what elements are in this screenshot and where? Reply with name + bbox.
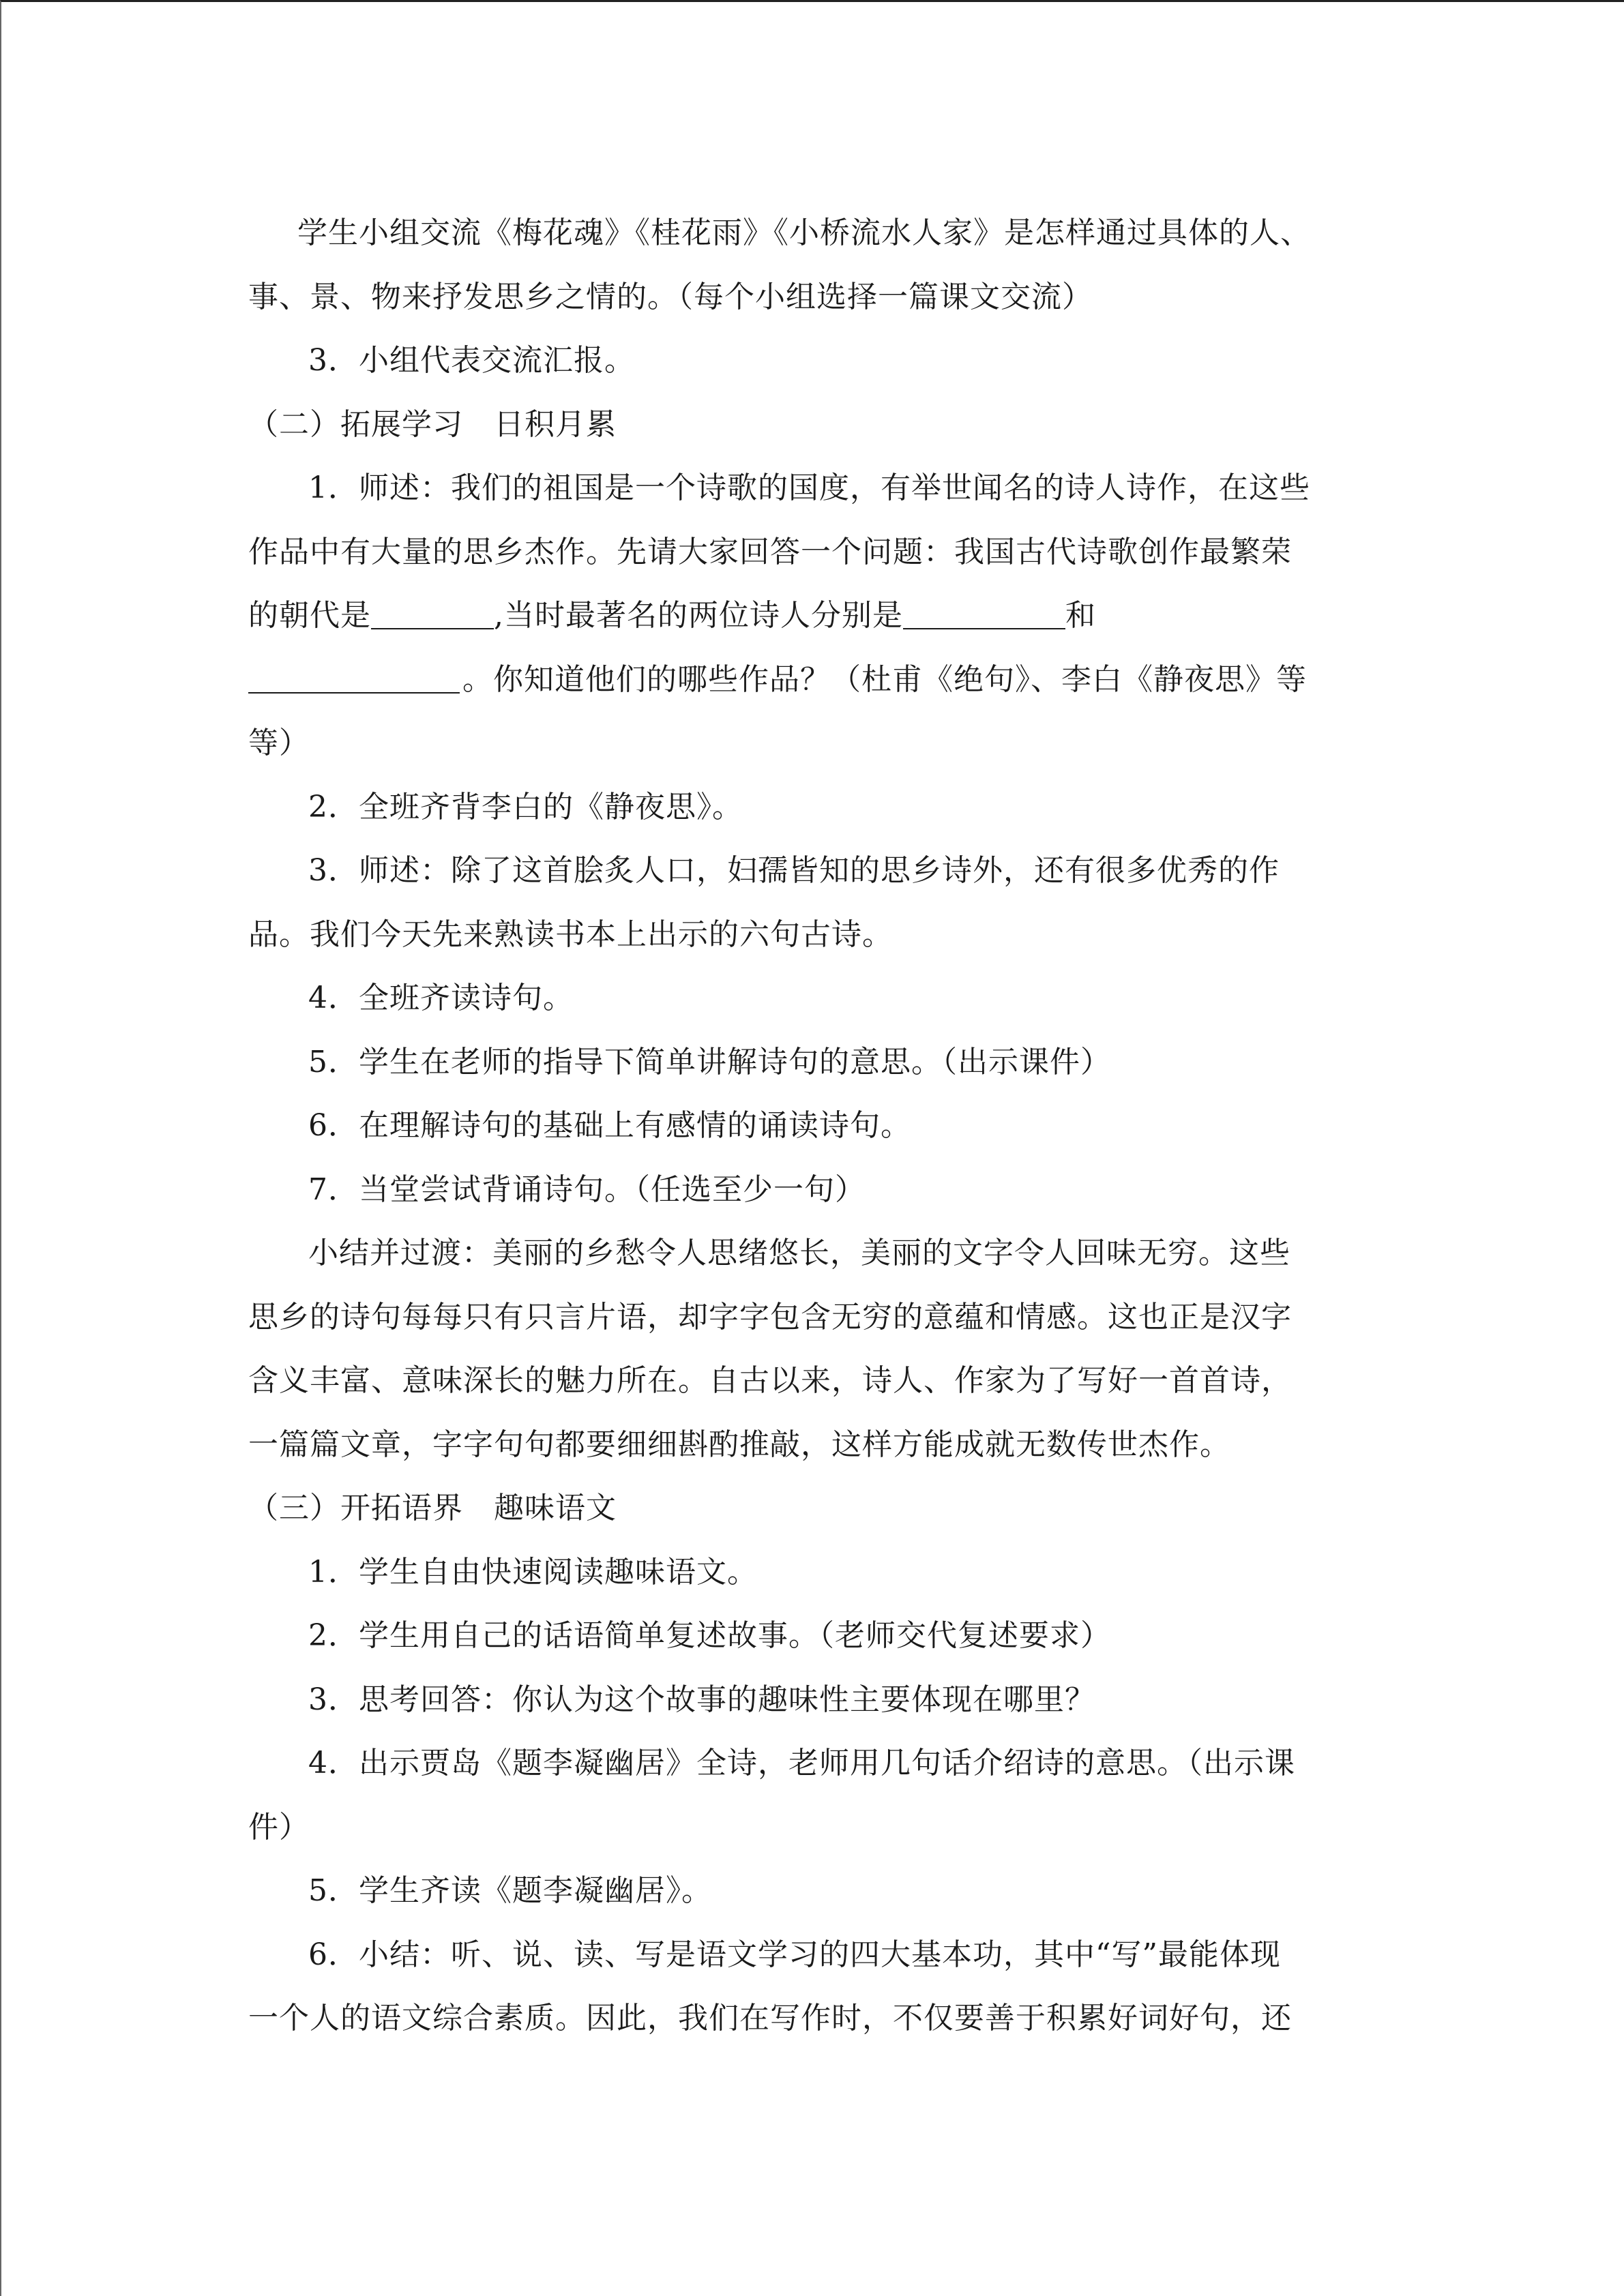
list-item: 3．思考回答：你认为这个故事的趣味性主要体现在哪里？ — [308, 1682, 1095, 1717]
list-item: 1．师述：我们的祖国是一个诗歌的国度，有举世闻名的诗人诗作，在这些 — [308, 471, 1310, 505]
paragraph-line — [248, 584, 1381, 648]
document-body — [248, 201, 1381, 2051]
line-text: 和 — [1065, 598, 1096, 633]
list-item: 5．学生齐读《题李凝幽居》。 — [308, 1873, 712, 1908]
list-item: 1．学生自由快速阅读趣味语文。 — [308, 1554, 758, 1590]
paragraph-line: 作品中有大量的思乡杰作。先请大家回答一个问题：我国古代诗歌创作最繁荣 — [248, 534, 1292, 569]
paragraph-line: 含义丰富、意味深长的魅力所在。自古以来，诗人、作家为了写好一首首诗， — [248, 1363, 1292, 1398]
paragraph-line: 学生小组交流《梅花魂》《桂花雨》《小桥流水人家》是怎样通过具体的人、 — [297, 215, 1311, 250]
line-text: ,当时最著名的两位诗人分别是 — [494, 598, 903, 633]
paragraph-line: 思乡的诗句每每只有只言片语，却字字包含无穷的意蕴和情感。这也正是汉字 — [248, 1299, 1292, 1335]
list-item: 2．学生用自己的话语简单复述故事。（老师交代复述要求） — [308, 1618, 1111, 1653]
section-heading: （二）拓展学习 日积月累 — [248, 406, 617, 442]
list-item: 4．出示贾岛《题李凝幽居》全诗，老师用几句话介绍诗的意思。（出示课 — [308, 1746, 1295, 1780]
line-text: 。你知道他们的哪些作品？（杜甫《绝句》、李白《静夜思》等 — [462, 661, 1307, 697]
paragraph-line: 小结并过渡：美丽的乡愁令人思绪悠长，美丽的文字令人回味无穷。这些 — [308, 1236, 1290, 1270]
list-item: 2．全班齐背李白的《静夜思》。 — [308, 789, 743, 824]
list-item: 3．师述：除了这首脍炙人口，妇孺皆知的思乡诗外，还有很多优秀的作 — [308, 853, 1280, 888]
section-heading: （三）开拓语界 趣味语文 — [248, 1491, 617, 1525]
fill-in-blank — [371, 598, 494, 629]
fill-in-blank — [903, 598, 1065, 629]
fill-in-blank — [248, 662, 460, 694]
list-item: 5．学生在老师的指导下简单讲解诗句的意思。（出示课件） — [308, 1044, 1111, 1079]
list-item: 6．小结：听、说、读、写是语文学习的四大基本功，其中“写”最能体现 — [308, 1937, 1281, 1972]
list-item: 4．全班齐读诗句。 — [308, 981, 574, 1015]
list-item: 6．在理解诗句的基础上有感情的诵读诗句。 — [308, 1108, 911, 1143]
paragraph-line: 事、景、物来抒发思乡之情的。（每个小组选择一篇课文交流） — [248, 279, 1093, 314]
paragraph-line: 等） — [248, 726, 310, 760]
list-item: 3．小组代表交流汇报。 — [308, 343, 635, 378]
paragraph-line: 件） — [248, 1809, 310, 1845]
list-item: 7．当堂尝试背诵诗句。（任选至少一句） — [308, 1172, 866, 1207]
paragraph-line: 一个人的语文综合素质。因此，我们在写作时，不仅要善于积累好词好句，还 — [248, 2001, 1292, 2036]
line-text: 的朝代是 — [248, 598, 371, 633]
paragraph-line: 一篇篇文章，字字句句都要细细斟酌推敲，这样方能成就无数传世杰作。 — [248, 1427, 1230, 1462]
paragraph-line — [248, 648, 1381, 712]
paragraph-line: 品。我们今天先来熟读书本上出示的六句古诗。 — [248, 916, 893, 952]
